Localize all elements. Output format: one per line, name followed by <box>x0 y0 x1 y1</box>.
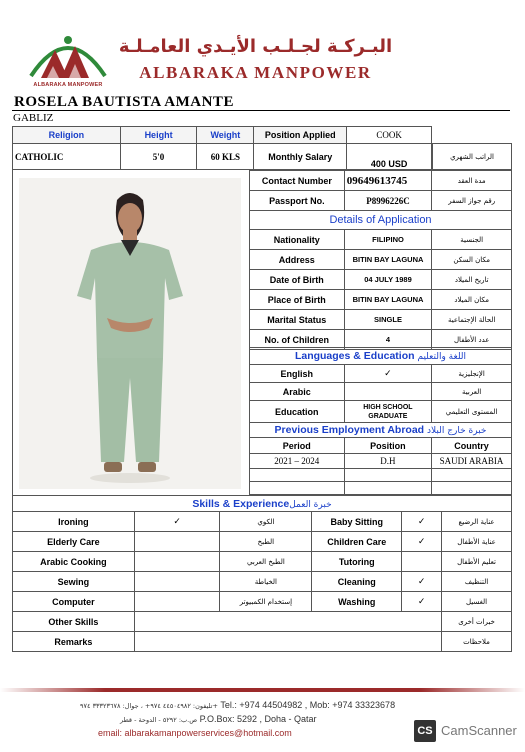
details-row <box>250 230 512 250</box>
position-header: Position Applied <box>254 127 347 144</box>
details-label: Marital Status <box>250 310 345 330</box>
skill-label-ar: تعليم الأطفال <box>442 552 512 572</box>
skill-label: Tutoring <box>312 552 402 572</box>
salary-ar-cell <box>432 143 512 170</box>
arabic-label-ar: العربية <box>432 383 512 401</box>
candidate-surname: GABLIZ <box>13 112 54 124</box>
skills-title <box>13 496 512 512</box>
passport-label-ar: رقم جواز السفر <box>432 191 512 211</box>
details-value: 04 JULY 1989 <box>344 270 432 290</box>
skills-row <box>13 532 512 552</box>
skill-label-ar: إستخدام الكمبيوتر <box>220 592 312 612</box>
skills-row <box>13 512 512 532</box>
english-label: English <box>250 365 345 383</box>
skill-check: ✓ <box>134 512 220 532</box>
footer-email[interactable]: email: albarakamanpowerservices@hotmail.com <box>98 728 292 738</box>
skills-row <box>13 592 512 612</box>
employment-period: 2021 – 2024 <box>250 454 345 469</box>
education-value: HIGH SCHOOL GRADUATE <box>344 401 432 423</box>
weight-header: Weight <box>197 127 254 144</box>
skill-check <box>134 552 220 572</box>
english-check: ✓ <box>344 365 432 383</box>
languages-title-en: Languages & Education <box>294 350 415 362</box>
company-name-arabic: البـركـة لجـلـب الأيـدي العامـلـة <box>118 36 393 57</box>
skill-label: Children Care <box>312 532 402 552</box>
camscanner-label: CamScanner <box>441 723 517 738</box>
details-label: Date of Birth <box>250 270 345 290</box>
name-divider <box>12 110 510 111</box>
skill-check: ✓ <box>402 572 442 592</box>
footer-phone-en: Tel.: +974 44504982 , Mob: +974 33323678 <box>220 700 396 710</box>
empty-cell <box>250 482 345 495</box>
contact-label-ar: مدة العقد <box>432 171 512 191</box>
employment-country: SAUDI ARABIA <box>432 454 512 469</box>
arabic-label: Arabic <box>250 383 345 401</box>
skill-label: Cleaning <box>312 572 402 592</box>
languages-title-ar: اللغة والتعليم <box>417 352 467 362</box>
footer-phone <box>80 700 396 710</box>
details-label-ar: الجنسية <box>432 230 512 250</box>
footer-pobox-en: P.O.Box: 5292 , Doha - Qatar <box>199 714 317 724</box>
logo-caption: ALBARAKA MANPOWER <box>33 82 103 88</box>
remarks-value <box>134 632 441 652</box>
country-header: Country <box>432 438 512 454</box>
skill-label-ar: الطبخ العربي <box>220 552 312 572</box>
details-label-ar: مكان السكن <box>432 250 512 270</box>
skills-row <box>13 552 512 572</box>
height-header: Height <box>120 127 197 144</box>
empty-cell <box>344 482 432 495</box>
skill-label: Elderly Care <box>13 532 135 552</box>
remarks-label: Remarks <box>13 632 135 652</box>
skill-check: ✓ <box>402 532 442 552</box>
skills-title-ar: خبرة العمل <box>289 499 332 510</box>
contact-value: 09649613745 <box>344 171 432 191</box>
languages-table <box>249 347 512 423</box>
passport-value: P8996226C <box>344 191 432 211</box>
salary-value: 400 USD <box>347 144 432 170</box>
details-table <box>249 210 512 350</box>
skill-label-ar: عناية الرضيع <box>442 512 512 532</box>
skill-check <box>402 552 442 572</box>
english-label-ar: الإنجليزية <box>432 365 512 383</box>
period-header: Period <box>250 438 345 454</box>
skill-label-ar: التنظيف <box>442 572 512 592</box>
details-value: SINGLE <box>344 310 432 330</box>
skills-row <box>13 572 512 592</box>
skill-label: Baby Sitting <box>312 512 402 532</box>
skill-label-ar: الخياطة <box>220 572 312 592</box>
skill-label: Washing <box>312 592 402 612</box>
skill-label-ar: عناية الأطفال <box>442 532 512 552</box>
skill-label: Ironing <box>13 512 135 532</box>
details-label-ar: الحالة الإجتماعية <box>432 310 512 330</box>
other-skills-label: Other Skills <box>13 612 135 632</box>
height-value: 5'0 <box>120 144 197 170</box>
details-value: BITIN BAY LAGUNA <box>344 290 432 310</box>
camscanner-watermark <box>414 720 525 742</box>
details-value: BITIN BAY LAGUNA <box>344 250 432 270</box>
details-label: Address <box>250 250 345 270</box>
languages-title <box>250 348 512 365</box>
details-label: Nationality <box>250 230 345 250</box>
skill-label-ar: الكوي <box>220 512 312 532</box>
contact-label: Contact Number <box>250 171 345 191</box>
employment-title <box>250 423 512 438</box>
contact-table <box>249 170 512 211</box>
details-value: FILIPINO <box>344 230 432 250</box>
salary-label: Monthly Salary <box>254 144 347 170</box>
details-row <box>250 290 512 310</box>
skill-check <box>134 592 220 612</box>
skill-label: Arabic Cooking <box>13 552 135 572</box>
albaraka-logo-icon <box>27 26 109 82</box>
skill-check: ✓ <box>402 592 442 612</box>
remarks-label-ar: ملاحظات <box>442 632 512 652</box>
profile-table <box>12 126 432 170</box>
skill-check: ✓ <box>402 512 442 532</box>
details-row <box>250 310 512 330</box>
skill-check <box>134 532 220 552</box>
skills-title-en: Skills & Experience <box>192 497 290 510</box>
footer-phone-ar: تليفون: ٤٤٥٠٤٩٨٢ ٩٧٤+ ، جوال: ٣٣٣٢٣٦٧٨ ٩٧٤+ <box>80 702 218 710</box>
weight-value: 60 KLS <box>197 144 254 170</box>
employment-table <box>249 422 512 495</box>
salary-label-ar: الراتب الشهري <box>433 144 512 170</box>
empty-cell <box>344 469 432 482</box>
details-title: Details of Application <box>250 211 512 230</box>
candidate-name: ROSELA BAUTISTA AMANTE <box>14 94 234 110</box>
details-row <box>250 270 512 290</box>
photo-frame <box>12 169 249 496</box>
footer-pobox <box>80 714 390 724</box>
empty-cell <box>250 469 345 482</box>
passport-label: Passport No. <box>250 191 345 211</box>
camscanner-icon: CS <box>414 720 436 742</box>
employment-position-header: Position <box>344 438 432 454</box>
position-value: COOK <box>347 127 432 144</box>
skill-label-ar: الغسيل <box>442 592 512 612</box>
details-label-ar: مكان الميلاد <box>432 290 512 310</box>
other-skills-label-ar: خبرات أخرى <box>442 612 512 632</box>
employment-row <box>250 454 512 469</box>
skill-check <box>134 572 220 592</box>
details-label-ar: تاريخ الميلاد <box>432 270 512 290</box>
skills-table <box>12 495 512 652</box>
skill-label-ar: الطبخ <box>220 532 312 552</box>
empty-cell <box>432 482 512 495</box>
employment-position: D.H <box>344 454 432 469</box>
details-label: Place of Birth <box>250 290 345 310</box>
empty-cell <box>432 469 512 482</box>
employment-title-ar: خبرة خارج البلاد <box>427 426 487 436</box>
company-name: ALBARAKA MANPOWER <box>139 63 372 82</box>
details-value: 4 <box>344 330 432 350</box>
arabic-check <box>344 383 432 401</box>
skill-label: Computer <box>13 592 135 612</box>
other-skills-value <box>134 612 441 632</box>
details-label: No. of Children <box>250 330 345 350</box>
details-label-ar: عدد الأطفال <box>432 330 512 350</box>
skill-label: Sewing <box>13 572 135 592</box>
footer-divider <box>0 688 525 692</box>
education-label-ar: المستوى التعليمي <box>432 401 512 423</box>
footer-pobox-ar: ص.ب: ٥٢٩٢ - الدوحة - قطر <box>120 716 198 724</box>
details-row <box>250 250 512 270</box>
religion-header: Religion <box>13 127 121 144</box>
religion-value: CATHOLIC <box>13 144 121 170</box>
education-label: Education <box>250 401 345 423</box>
employment-title-en: Previous Employment Abroad <box>274 424 425 436</box>
